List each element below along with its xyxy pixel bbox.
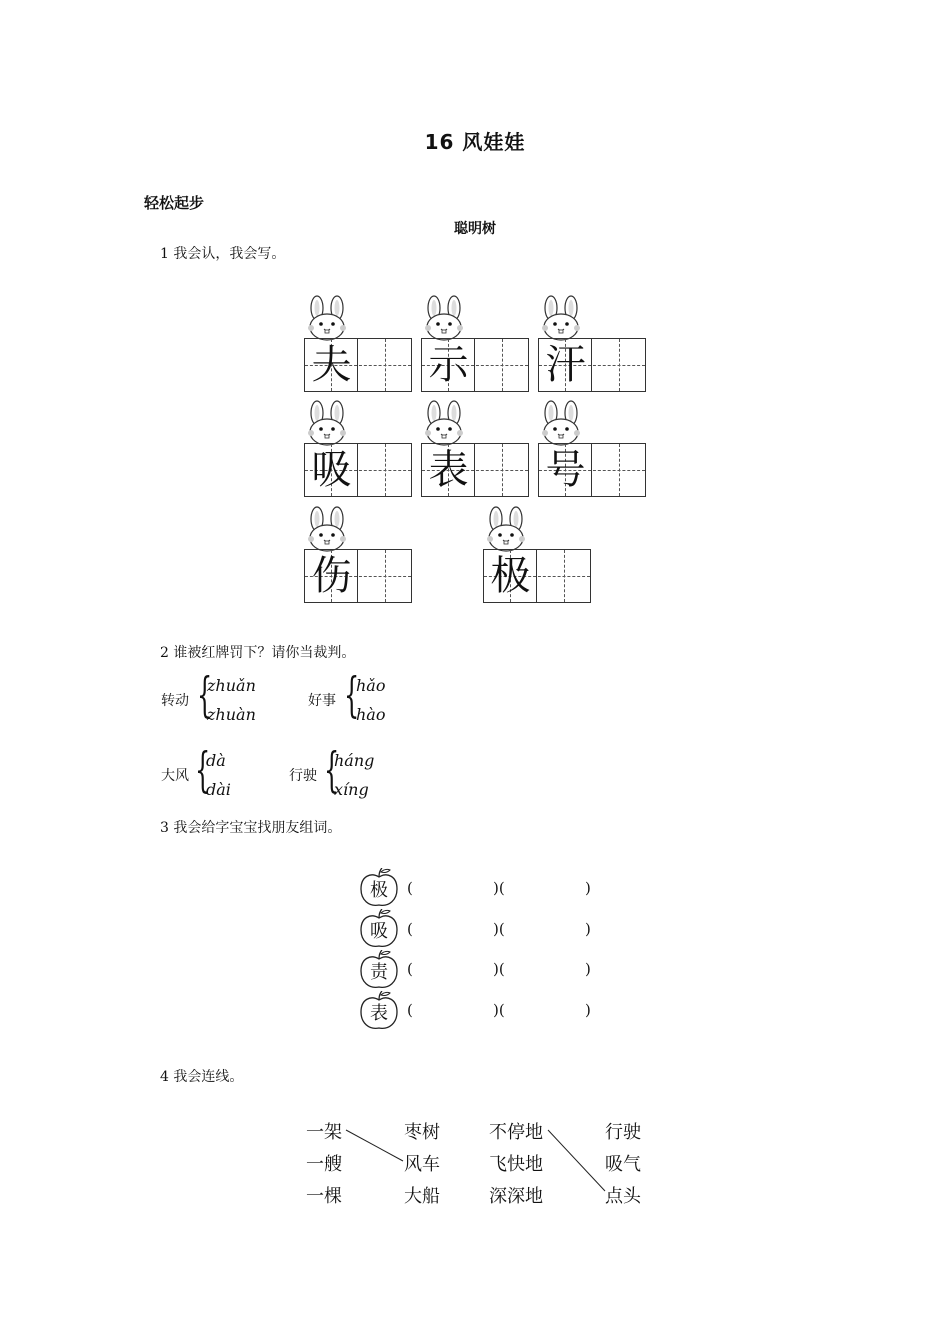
- q2-word: 转动: [161, 693, 189, 709]
- match-item[interactable]: 深深地: [489, 1186, 543, 1207]
- paren-open: (: [407, 960, 413, 978]
- paren-open: (: [407, 879, 413, 897]
- q2-prompt: 2 谁被红牌罚下？请你当裁判。: [160, 645, 356, 661]
- pinyin-option[interactable]: háng: [334, 751, 375, 770]
- grid-char: 伤: [311, 553, 352, 599]
- apple-char: 吸: [370, 921, 388, 942]
- brace-icon: {: [197, 667, 213, 723]
- connector-line: [346, 1130, 403, 1161]
- grid-char: 极: [490, 553, 531, 599]
- page-title: 16 风娃娃: [424, 130, 526, 154]
- match-item[interactable]: 吸气: [605, 1154, 641, 1175]
- match-item[interactable]: 点头: [605, 1186, 641, 1207]
- paren-close: ): [585, 1001, 591, 1019]
- match-item[interactable]: 风车: [404, 1154, 440, 1175]
- paren-open: (: [407, 1001, 413, 1019]
- brace-icon: {: [324, 742, 340, 798]
- pinyin-option[interactable]: dài: [206, 780, 231, 799]
- grid-char: 示: [428, 342, 469, 388]
- q2-word: 好事: [308, 693, 336, 709]
- match-item[interactable]: 大船: [404, 1186, 440, 1207]
- grid-char: 吸: [311, 447, 352, 493]
- paren-mid: )(: [493, 920, 505, 938]
- apple-char: 责: [370, 962, 388, 983]
- match-item[interactable]: 枣树: [404, 1122, 440, 1143]
- grid-char: 表: [428, 447, 469, 493]
- match-item[interactable]: 飞快地: [489, 1154, 543, 1175]
- paren-open: (: [407, 920, 413, 938]
- connector-line: [548, 1130, 605, 1191]
- pinyin-option[interactable]: zhuǎn: [207, 676, 256, 695]
- q1-prompt: 1 我会认，我会写。: [160, 246, 286, 262]
- paren-mid: )(: [493, 879, 505, 897]
- grid-char: 汗: [545, 342, 586, 388]
- q4-prompt: 4 我会连线。: [160, 1069, 244, 1085]
- match-item[interactable]: 一棵: [306, 1186, 342, 1207]
- pinyin-option[interactable]: xíng: [334, 780, 369, 799]
- q2-word: 大风: [161, 768, 189, 784]
- brace-icon: {: [195, 742, 211, 798]
- paren-mid: )(: [493, 960, 505, 978]
- paren-mid: )(: [493, 1001, 505, 1019]
- pinyin-option[interactable]: zhuàn: [207, 705, 256, 724]
- match-item[interactable]: 一架: [306, 1122, 342, 1143]
- paren-close: ): [585, 879, 591, 897]
- apple-char: 极: [370, 880, 388, 901]
- pinyin-option[interactable]: hào: [356, 705, 386, 724]
- q3-prompt: 3 我会给字宝宝找朋友组词。: [160, 820, 342, 836]
- brace-icon: {: [344, 667, 360, 723]
- match-item[interactable]: 行驶: [605, 1122, 641, 1143]
- section-heading: 轻松起步: [144, 194, 205, 212]
- pinyin-option[interactable]: dà: [206, 751, 226, 770]
- apple-char: 表: [370, 1003, 388, 1024]
- grid-char: 号: [545, 447, 586, 493]
- q2-word: 行驶: [289, 768, 317, 784]
- paren-close: ): [585, 920, 591, 938]
- pinyin-option[interactable]: hǎo: [356, 676, 386, 695]
- subsection-heading: 聪明树: [454, 221, 496, 237]
- grid-char: 夫: [311, 342, 352, 388]
- match-item[interactable]: 不停地: [489, 1122, 543, 1143]
- match-item[interactable]: 一艘: [306, 1154, 342, 1175]
- paren-close: ): [585, 960, 591, 978]
